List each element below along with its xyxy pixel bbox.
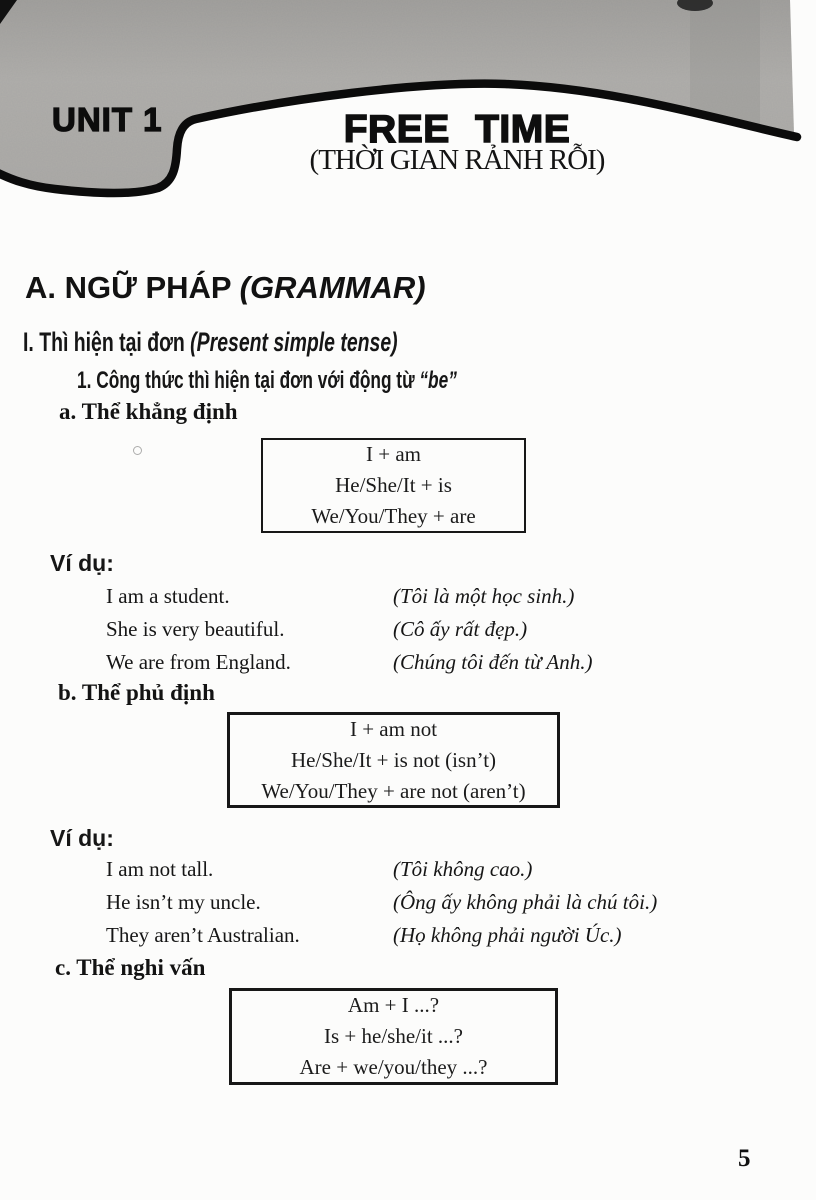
tense-heading-english: (Present simple tense) [190,327,398,357]
unit-label: UNIT 1 [52,101,163,138]
negative-form-label: b. Thể phủ định [58,680,215,705]
scan-speck [133,446,142,455]
example-vietnamese: (Tôi là một học sinh.) [393,584,575,608]
formula-heading-be: “be” [419,367,457,394]
example-vietnamese: (Họ không phải người Úc.) [393,923,622,947]
negative-rule-box [227,712,560,808]
example-english: We are from England. [106,650,291,674]
example-row [0,584,816,616]
page-number: 5 [738,1145,751,1172]
example-english: They aren’t Australian. [106,923,300,947]
example-row [0,650,816,682]
rule-line: He/She/It + is not (isn’t) [290,747,497,772]
interrogative-form-label: c. Thể nghi vấn [55,955,206,980]
examples-label-1: Ví dụ: [50,550,114,576]
grammar-heading-text: A. NGỮ PHÁP [25,270,240,305]
tense-heading [23,327,398,358]
grammar-section-heading [25,270,426,306]
examples-label-2: Ví dụ: [50,825,114,851]
example-vietnamese: (Cô ấy rất đẹp.) [393,617,528,641]
example-english: She is very beautiful. [106,617,285,641]
rule-line: I + am [366,442,421,466]
example-row [0,617,816,649]
rule-line: We/You/They + are [311,504,476,528]
unit-title: FREE TIME [343,108,571,151]
rule-line: He/She/It + is [335,473,452,497]
example-row [0,923,816,955]
rule-line: We/You/They + are not (aren’t) [261,778,526,803]
example-row [0,857,816,889]
example-vietnamese: (Ông ấy không phải là chú tôi.) [393,890,658,914]
unit-subtitle: (THỜI GIAN RẢNH RỖI) [309,144,605,176]
example-english: He isn’t my uncle. [106,890,261,914]
example-english: I am not tall. [106,857,214,881]
example-english: I am a student. [106,584,230,608]
rule-line: Am + I ...? [347,993,440,1017]
interrogative-rule-box [229,988,558,1085]
affirmative-rule-box [261,438,526,533]
grammar-heading-english: (GRAMMAR) [239,270,426,305]
tense-heading-text: I. Thì hiện tại đơn [23,327,191,357]
example-row [0,890,816,922]
affirmative-form-label: a. Thể khẳng định [59,399,238,424]
example-vietnamese: (Tôi không cao.) [393,857,533,881]
rule-line: Is + he/she/it ...? [324,1024,463,1048]
formula-heading [77,367,457,395]
formula-heading-text: 1. Công thức thì hiện tại đơn với động từ [77,367,420,394]
rule-line: I + am not [349,716,438,741]
rule-line: Are + we/you/they ...? [299,1055,488,1079]
example-vietnamese: (Chúng tôi đến từ Anh.) [393,650,593,674]
